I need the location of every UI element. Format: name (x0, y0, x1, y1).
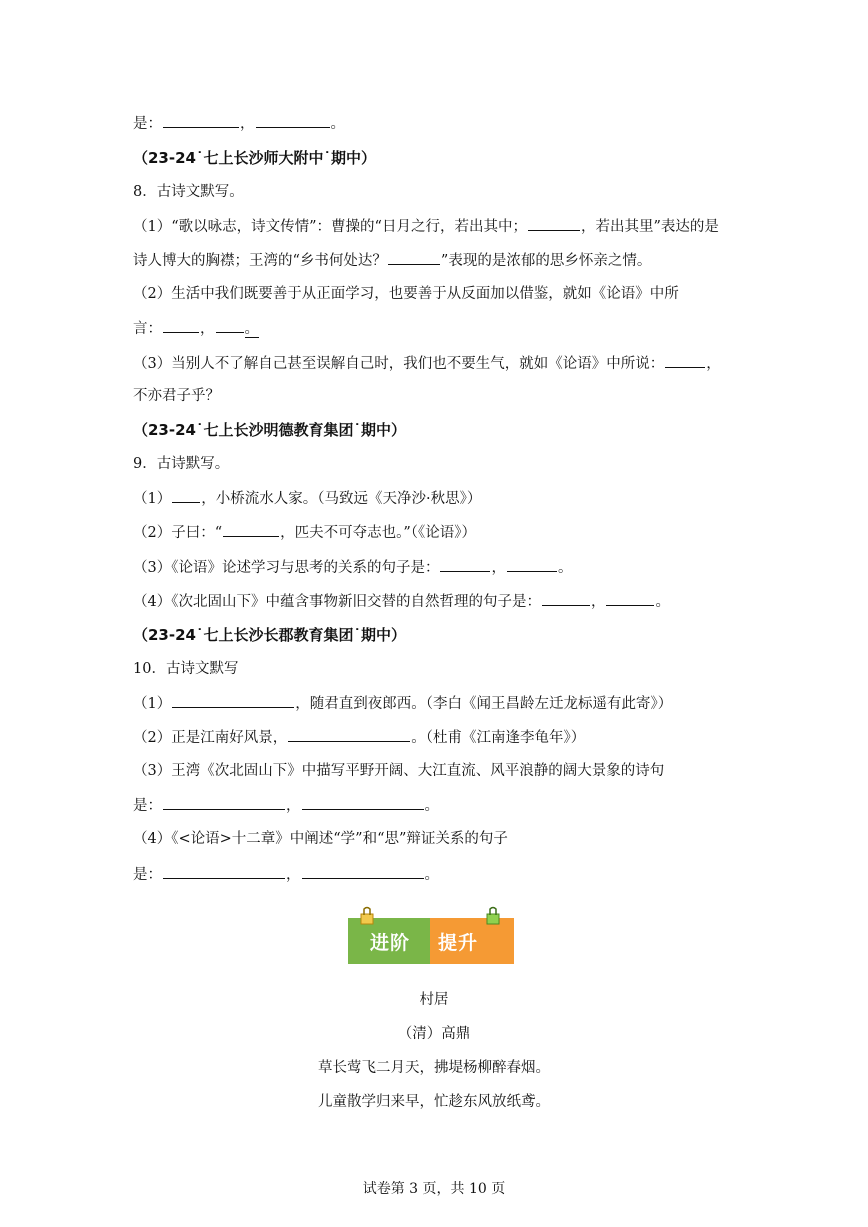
text: 。 (557, 560, 573, 576)
poem-author: （清）高鼎 (397, 1026, 471, 1042)
blank (163, 318, 199, 333)
question-10-3: （3）王湾《次北固山下》中描写平野开阔、大江直流、风平浪静的阔大景象的诗句 (133, 763, 665, 779)
badge-right (430, 918, 514, 964)
question-8-3-cont: 不亦君子乎？ (133, 388, 220, 404)
question-8-title: 8．古诗文默写。 (133, 184, 244, 200)
source-label-1: （23-24˙七上长沙师大附中˙期中） (133, 149, 376, 167)
badge-left-label: 进阶 (370, 932, 411, 954)
text: （1）“歌以咏志，诗文传情”：曹操的“日月之行，若出其中； (133, 219, 527, 235)
question-9-1 (133, 488, 481, 509)
blank (606, 591, 654, 606)
question-8-2-cont (133, 318, 259, 339)
text: ， (706, 356, 721, 372)
paper-clip-icon (360, 906, 374, 926)
blank (216, 318, 244, 333)
blank (172, 693, 294, 708)
text: 。 (655, 594, 670, 610)
text: （1） (133, 491, 172, 507)
question-9-3 (133, 557, 572, 578)
text: 。 (330, 116, 345, 132)
badge-right-label: 提升 (438, 932, 479, 954)
blank (163, 795, 285, 810)
question-10-4: （4）《<论语>十二章》中阐述“学”和“思”辩证关系的句子 (133, 831, 508, 847)
blank (163, 864, 285, 879)
question-9-4 (133, 591, 670, 612)
question-8-1 (133, 216, 719, 237)
question-10-2 (133, 727, 585, 748)
text: ， (240, 116, 255, 132)
text: （4）《次北固山下》中蕴含事物新旧交替的自然哲理的句子是： (133, 594, 541, 610)
question-10-4-cont (133, 864, 439, 885)
blank (288, 727, 410, 742)
paper-clip-icon (486, 906, 500, 926)
question-9-2 (133, 522, 476, 543)
blank (665, 353, 705, 368)
text: 是： (133, 798, 162, 814)
text: （2）子曰：“ (133, 525, 223, 541)
text: 。（杜甫《江南逢李龟年》） (411, 730, 586, 746)
answer-line-top (133, 113, 345, 134)
advanced-section-badge (348, 918, 514, 964)
text: 是： (133, 867, 162, 883)
text: （3）当别人不了解自己甚至误解自己时，我们也不要生气，就如《论语》中所说： (133, 356, 665, 372)
blank (172, 488, 200, 503)
text: 诗人博大的胸襟；王湾的“乡书何处达？ (133, 253, 387, 269)
source-label-2: （23-24˙七上长沙明德教育集团˙期中） (133, 421, 406, 439)
text: ， (590, 594, 606, 610)
blank (256, 113, 330, 128)
text: ， (286, 867, 301, 883)
text: （1） (133, 696, 172, 712)
text: ”表现的是浓郁的思乡怀亲之情。 (440, 253, 652, 269)
page-footer: 试卷第 3 页，共 10 页 (362, 1181, 506, 1197)
question-10-1 (133, 693, 672, 714)
question-10-3-cont (133, 795, 439, 816)
blank (223, 522, 279, 537)
blank (528, 216, 580, 231)
question-9-title: 9．古诗默写。 (133, 456, 230, 472)
blank (302, 864, 424, 879)
text: （2）正是江南好风景， (133, 730, 288, 746)
source-label-3: （23-24˙七上长沙长郡教育集团˙期中） (133, 626, 406, 644)
blank (440, 557, 490, 572)
blank (302, 795, 424, 810)
text: 。 (244, 321, 259, 337)
text: ， (200, 321, 215, 337)
text: 。 (424, 867, 439, 883)
text: ，若出其里”表达的是 (580, 219, 719, 235)
blank (507, 557, 557, 572)
blank (542, 591, 590, 606)
text: ， (286, 798, 301, 814)
text: 是： (133, 116, 162, 132)
text: ，小桥流水人家。（马致远《天净沙·秋思》） (201, 491, 482, 507)
question-8-1-cont (133, 250, 651, 271)
text: ， (491, 560, 506, 576)
text: 言： (133, 321, 162, 337)
poem-line-2: 儿童散学归来早，忙趁东风放纸鸢。 (318, 1094, 550, 1110)
poem-line-1: 草长莺飞二月天，拂堤杨柳醉春烟。 (318, 1060, 550, 1076)
question-8-2: （2）生活中我们既要善于从正面学习，也要善于从反面加以借鉴，就如《论语》中所 (133, 286, 679, 302)
text: 。 (424, 798, 439, 814)
question-8-3 (133, 353, 721, 374)
poem-title: 村居 (419, 992, 449, 1008)
blank (163, 113, 239, 128)
text: ，随君直到夜郎西。（李白《闻王昌龄左迁龙标遥有此寄》） (295, 696, 673, 712)
question-10-title: 10．古诗文默写 (133, 661, 239, 677)
blank (388, 250, 440, 265)
text: ，匹夫不可夺志也。”（《论语》） (280, 525, 477, 541)
text: （3）《论语》论述学习与思考的关系的句子是： (133, 560, 440, 576)
